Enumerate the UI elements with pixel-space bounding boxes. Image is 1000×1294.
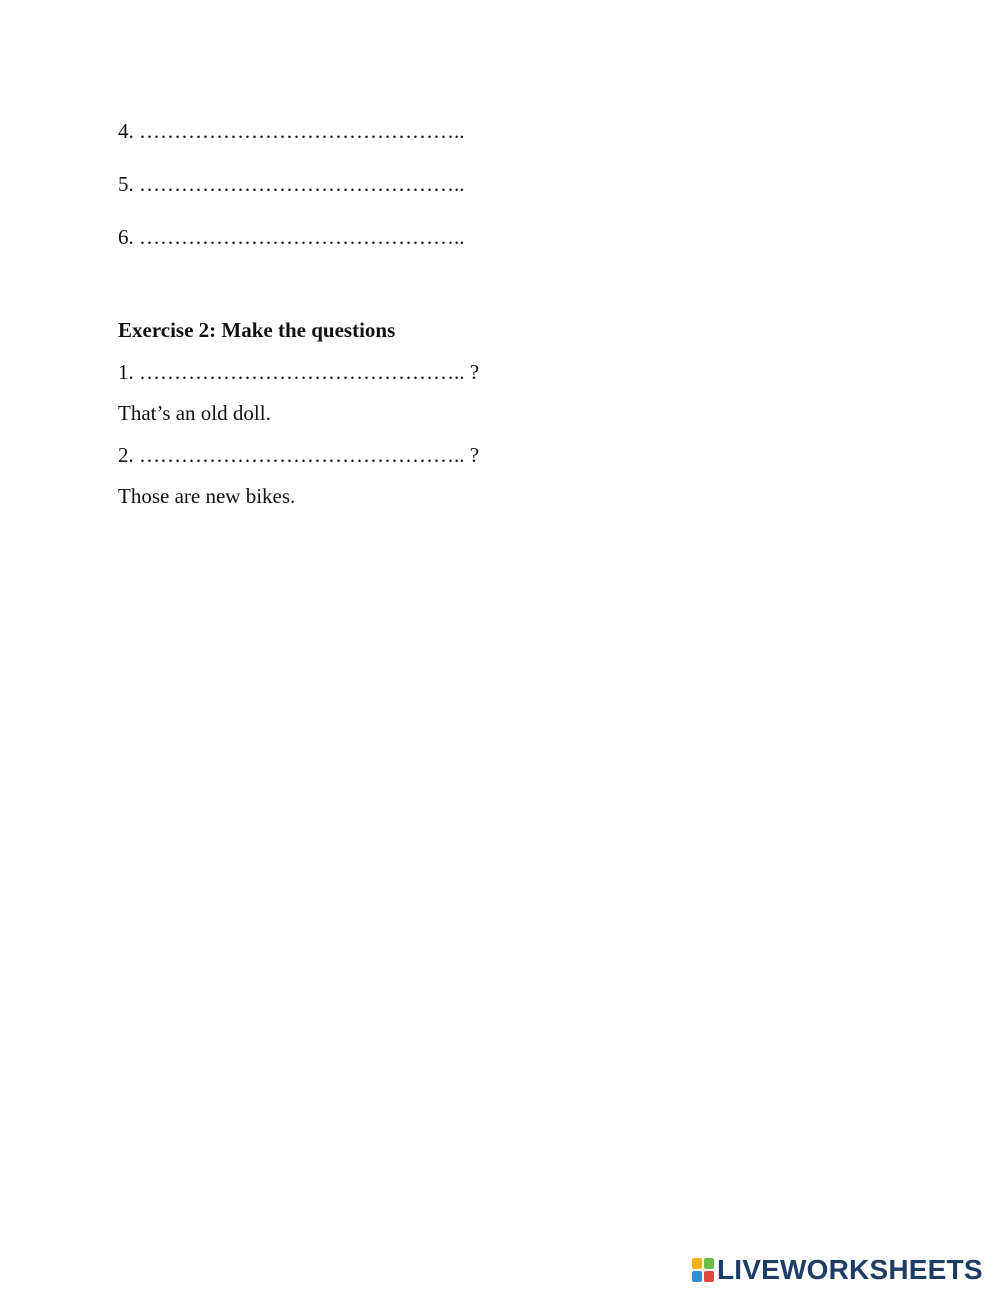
exercise1-item-5: 5. ……………………………………….. <box>118 172 465 196</box>
exercise2-heading: Exercise 2: Make the questions <box>118 318 396 342</box>
logo-block <box>704 1271 714 1282</box>
exercise2-question-1: 1. ……………………………………….. ? <box>118 360 480 384</box>
logo-block <box>692 1258 702 1269</box>
liveworksheets-logo <box>692 1255 983 1285</box>
exercise2-answer-2: Those are new bikes. <box>118 484 296 508</box>
exercise1-item-4: 4. ……………………………………….. <box>118 119 465 143</box>
exercise2-answer-1: That’s an old doll. <box>118 401 271 425</box>
logo-block <box>704 1258 714 1269</box>
logo-blocks-icon <box>692 1258 714 1282</box>
exercise2-question-2: 2. ……………………………………….. ? <box>118 443 480 467</box>
logo-block <box>692 1271 702 1282</box>
logo-text: LIVEWORKSHEETS <box>717 1254 983 1285</box>
exercise1-item-6: 6. ……………………………………….. <box>118 225 465 249</box>
